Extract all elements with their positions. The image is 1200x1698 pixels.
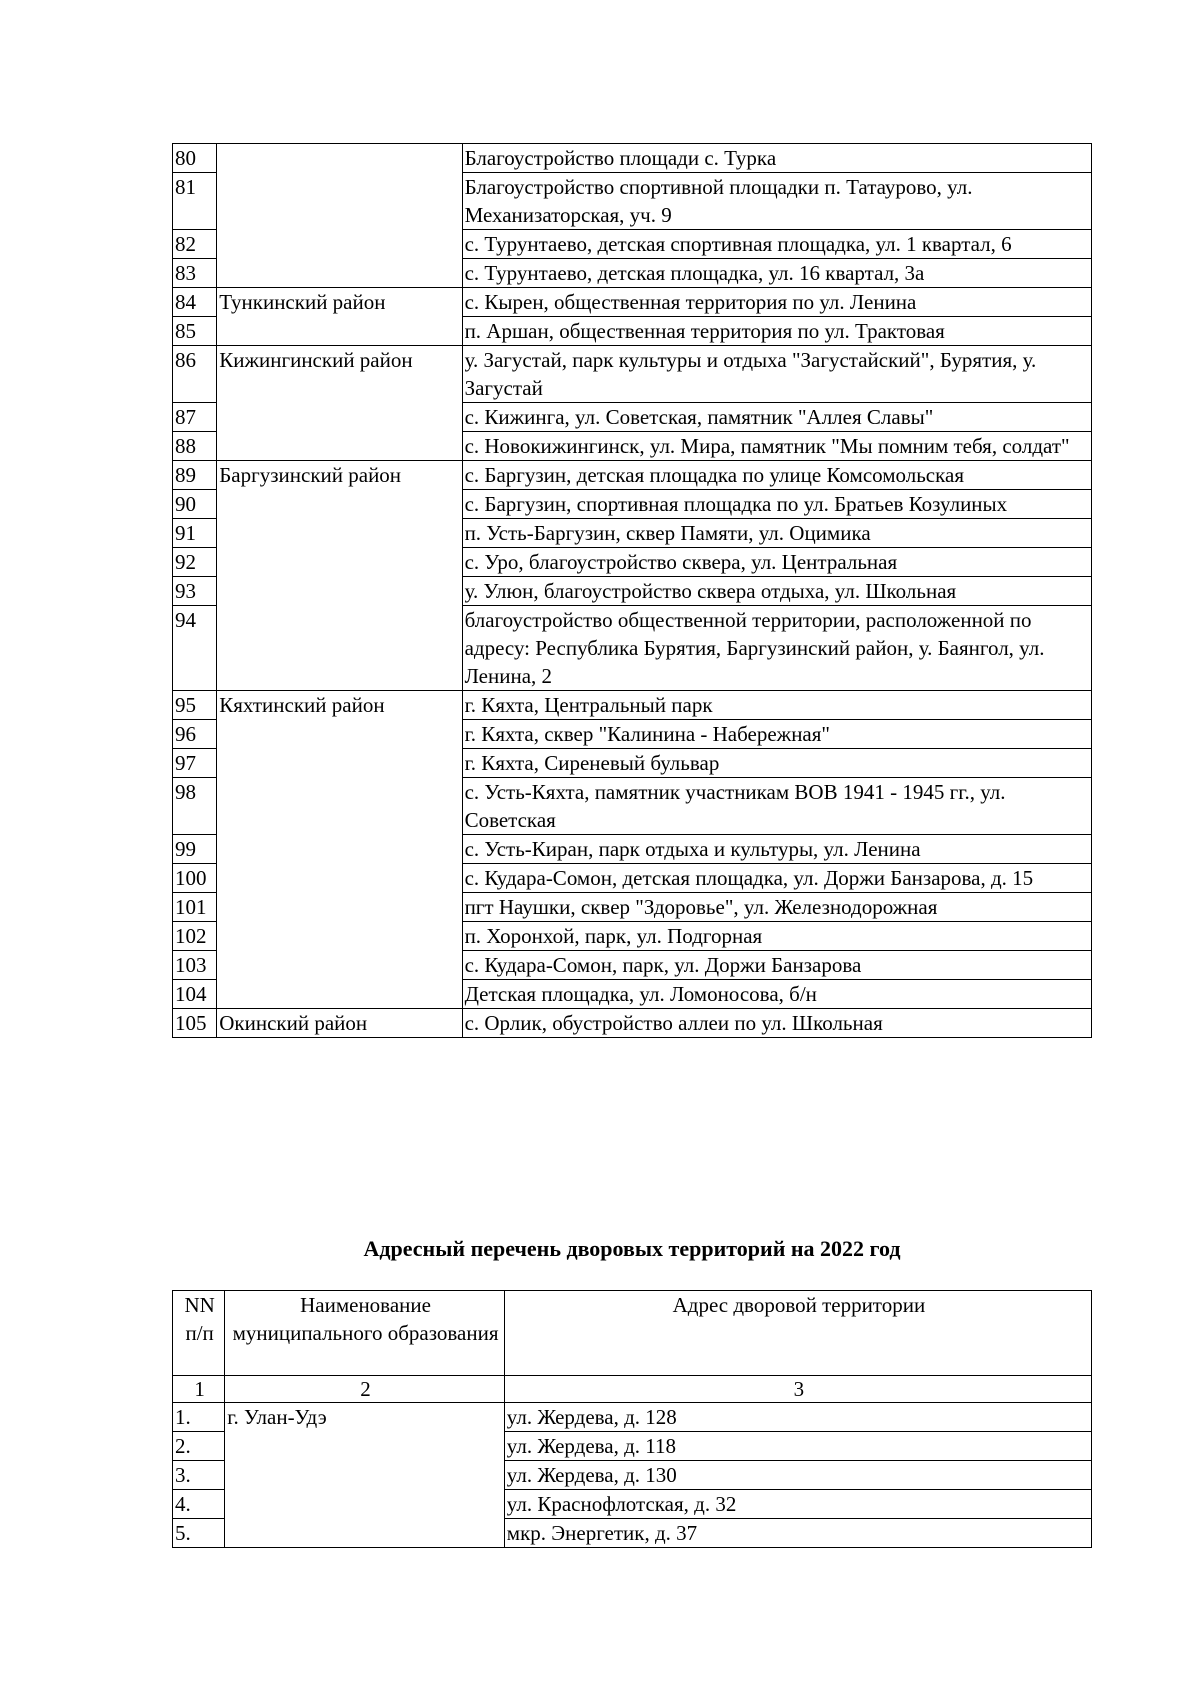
table-row <box>173 346 1092 403</box>
address-cell: ул. Жердева, д. 118 <box>504 1432 1091 1461</box>
district-cell: Тункинский район <box>217 288 462 346</box>
address-cell: с. Усть-Кяхта, памятник участникам ВОВ 1941 - 1945 гг., ул. Советская <box>462 778 1091 835</box>
table-row <box>173 1403 1092 1432</box>
row-number: 98 <box>173 778 217 835</box>
address-cell: с. Кудара-Сомон, парк, ул. Доржи Банзарова <box>462 951 1091 980</box>
address-cell: г. Кяхта, Сиреневый бульвар <box>462 749 1091 778</box>
row-number: 91 <box>173 519 217 548</box>
row-number: 2. <box>173 1432 225 1461</box>
address-cell: Благоустройство спортивной площадки п. Татаурово, ул. Механизаторская, уч. 9 <box>462 173 1091 230</box>
address-cell: п. Аршан, общественная территория по ул. Трактовая <box>462 317 1091 346</box>
header-address: Адрес дворовой территории <box>504 1291 1091 1376</box>
row-number: 92 <box>173 548 217 577</box>
row-number: 94 <box>173 606 217 691</box>
row-number: 90 <box>173 490 217 519</box>
address-cell: ул. Жердева, д. 130 <box>504 1461 1091 1490</box>
row-number: 96 <box>173 720 217 749</box>
row-number: 3. <box>173 1461 225 1490</box>
header-number: NN п/п <box>173 1291 225 1376</box>
header-municipality: Наименование муниципального образования <box>225 1291 505 1376</box>
row-number: 84 <box>173 288 217 317</box>
row-number: 95 <box>173 691 217 720</box>
table-row <box>173 1009 1092 1038</box>
row-number: 80 <box>173 144 217 173</box>
address-cell: ул. Жердева, д. 128 <box>504 1403 1091 1432</box>
row-number: 89 <box>173 461 217 490</box>
address-cell: г. Кяхта, Центральный парк <box>462 691 1091 720</box>
address-cell: г. Кяхта, сквер "Калинина - Набережная" <box>462 720 1091 749</box>
table-row <box>173 691 1092 720</box>
row-number: 1. <box>173 1403 225 1432</box>
public-territories-table <box>172 143 1092 1038</box>
table-row <box>173 144 1092 173</box>
district-cell: Кяхтинский район <box>217 691 462 1009</box>
row-number: 97 <box>173 749 217 778</box>
district-cell: Окинский район <box>217 1009 462 1038</box>
row-number: 81 <box>173 173 217 230</box>
row-number: 82 <box>173 230 217 259</box>
address-cell: ул. Краснофлотская, д. 32 <box>504 1490 1091 1519</box>
district-cell: Кижингинский район <box>217 346 462 461</box>
table-row <box>173 461 1092 490</box>
row-number: 102 <box>173 922 217 951</box>
address-cell: с. Новокижингинск, ул. Мира, памятник "Мы помним тебя, солдат" <box>462 432 1091 461</box>
column-number-row <box>173 1376 1092 1403</box>
address-cell: у. Улюн, благоустройство сквера отдыха, ул. Школьная <box>462 577 1091 606</box>
row-number: 87 <box>173 403 217 432</box>
address-cell: у. Загустай, парк культуры и отдыха "Загустайский", Бурятия, у. Загустай <box>462 346 1091 403</box>
row-number: 86 <box>173 346 217 403</box>
column-number: 1 <box>173 1376 225 1403</box>
row-number: 105 <box>173 1009 217 1038</box>
district-cell: Баргузинский район <box>217 461 462 691</box>
row-number: 101 <box>173 893 217 922</box>
address-cell: Детская площадка, ул. Ломоносова, б/н <box>462 980 1091 1009</box>
address-cell: п. Хоронхой, парк, ул. Подгорная <box>462 922 1091 951</box>
address-cell: с. Кырен, общественная территория по ул. Ленина <box>462 288 1091 317</box>
row-number: 104 <box>173 980 217 1009</box>
address-cell: с. Баргузин, спортивная площадка по ул. Братьев Козулиных <box>462 490 1091 519</box>
row-number: 100 <box>173 864 217 893</box>
row-number: 88 <box>173 432 217 461</box>
address-cell: с. Турунтаево, детская площадка, ул. 16 квартал, 3а <box>462 259 1091 288</box>
municipality-cell: г. Улан-Удэ <box>225 1403 505 1548</box>
row-number: 5. <box>173 1519 225 1548</box>
address-cell: благоустройство общественной территории, расположенной по адресу: Республика Бурятия, Баргузинский район, у. Баянгол, ул. Ленина, 2 <box>462 606 1091 691</box>
row-number: 4. <box>173 1490 225 1519</box>
address-cell: с. Баргузин, детская площадка по улице Комсомольская <box>462 461 1091 490</box>
column-number: 3 <box>504 1376 1091 1403</box>
column-number: 2 <box>225 1376 505 1403</box>
address-cell: с. Кижинга, ул. Советская, памятник "Аллея Славы" <box>462 403 1091 432</box>
address-cell: п. Усть-Баргузин, сквер Памяти, ул. Оцимика <box>462 519 1091 548</box>
table-row <box>173 288 1092 317</box>
address-cell: мкр. Энергетик, д. 37 <box>504 1519 1091 1548</box>
address-cell: с. Орлик, обустройство аллеи по ул. Школьная <box>462 1009 1091 1038</box>
row-number: 85 <box>173 317 217 346</box>
address-cell: Благоустройство площади с. Турка <box>462 144 1091 173</box>
district-cell <box>217 144 462 288</box>
row-number: 93 <box>173 577 217 606</box>
address-cell: с. Усть-Киран, парк отдыха и культуры, ул. Ленина <box>462 835 1091 864</box>
row-number: 99 <box>173 835 217 864</box>
row-number: 83 <box>173 259 217 288</box>
address-cell: с. Турунтаево, детская спортивная площадка, ул. 1 квартал, 6 <box>462 230 1091 259</box>
address-cell: с. Кудара-Сомон, детская площадка, ул. Доржи Банзарова, д. 15 <box>462 864 1091 893</box>
address-cell: с. Уро, благоустройство сквера, ул. Центральная <box>462 548 1091 577</box>
table-header-row <box>173 1291 1092 1376</box>
section-heading: Адресный перечень дворовых территорий на 2022 год <box>363 1236 901 1261</box>
yard-territories-table <box>172 1290 1092 1548</box>
row-number: 103 <box>173 951 217 980</box>
address-cell: пгт Наушки, сквер "Здоровье", ул. Железнодорожная <box>462 893 1091 922</box>
